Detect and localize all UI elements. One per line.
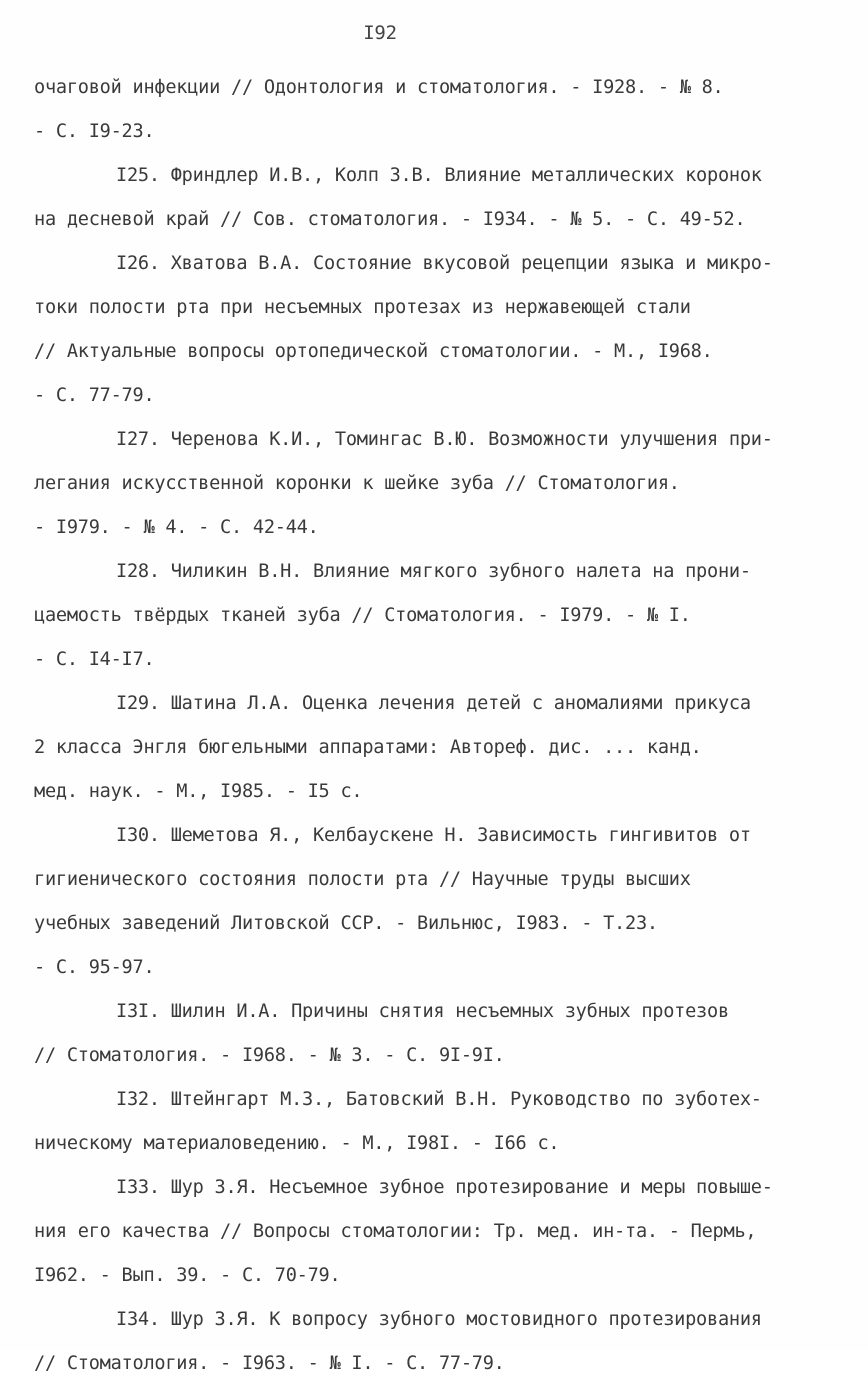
reference-entry-start: I30. Шеметова Я., Келбаускене Н. Зависимость гингивитов от: [116, 825, 751, 846]
reference-entry-start: I27. Черенова К.И., Томингас В.Ю. Возможности улучшения при-: [116, 429, 773, 450]
reference-line: I962. - Вып. 39. - С. 70-79.: [34, 1265, 341, 1286]
reference-line: - I979. - № 4. - С. 42-44.: [34, 517, 319, 538]
reference-line: // Стоматология. - I963. - № I. - С. 77-79.: [34, 1353, 505, 1374]
reference-line: - С. I9-23.: [34, 121, 155, 142]
reference-entry-start: I28. Чиликин В.Н. Влияние мягкого зубного налета на прони-: [116, 561, 751, 582]
reference-entry-start: I3I. Шилин И.А. Причины снятия несъемных зубных протезов: [116, 1001, 729, 1022]
reference-line: - С. 77-79.: [34, 385, 155, 406]
reference-line: гигиенического состояния полости рта // Научные труды высших: [34, 869, 691, 890]
reference-entry-start: I29. Шатина Л.А. Оценка лечения детей с аномалиями прикуса: [116, 693, 751, 714]
reference-entry-start: I32. Штейнгарт М.З., Батовский В.Н. Руководство по зуботех-: [116, 1089, 762, 1110]
reference-line: // Стоматология. - I968. - № 3. - С. 9I-9I.: [34, 1045, 505, 1066]
reference-line: токи полости рта при несъемных протезах из нержавеющей стали: [34, 297, 691, 318]
page-number: I92: [363, 22, 397, 44]
reference-entry-start: I25. Фриндлер И.В., Колп З.В. Влияние металлических коронок: [116, 165, 762, 186]
reference-line: - С. I4-I7.: [34, 649, 155, 670]
reference-line: - С. 95-97.: [34, 957, 155, 978]
reference-line: на десневой край // Сов. стоматология. - I934. - № 5. - С. 49-52.: [34, 209, 746, 230]
reference-line: очаговой инфекции // Одонтология и стоматология. - I928. - № 8.: [34, 77, 724, 98]
reference-entry-start: I34. Шур З.Я. К вопросу зубного мостовидного протезирования: [116, 1309, 762, 1330]
reference-line: // Актуальные вопросы ортопедической стоматологии. - М., I968.: [34, 341, 713, 362]
reference-line: 2 класса Энгля бюгельными аппаратами: Автореф. дис. ... канд.: [34, 737, 702, 758]
reference-list: [34, 66, 844, 1386]
reference-entry-start: I33. Шур З.Я. Несъемное зубное протезирование и меры повыше-: [116, 1177, 773, 1198]
reference-line: цаемость твёрдых тканей зуба // Стоматология. - I979. - № I.: [34, 605, 691, 626]
reference-line: ния его качества // Вопросы стоматологии: Тр. мед. ин-та. - Пермь,: [34, 1221, 757, 1242]
reference-line: учебных заведений Литовской ССР. - Вильнюс, I983. - Т.23.: [34, 913, 658, 934]
reference-line: мед. наук. - М., I985. - I5 с.: [34, 781, 363, 802]
reference-line: ническому материаловедению. - М., I98I. - I66 с.: [34, 1133, 560, 1154]
reference-line: легания искусственной коронки к шейке зуба // Стоматология.: [34, 473, 680, 494]
reference-entry-start: I26. Хватова В.А. Состояние вкусовой рецепции языка и микро-: [116, 253, 773, 274]
